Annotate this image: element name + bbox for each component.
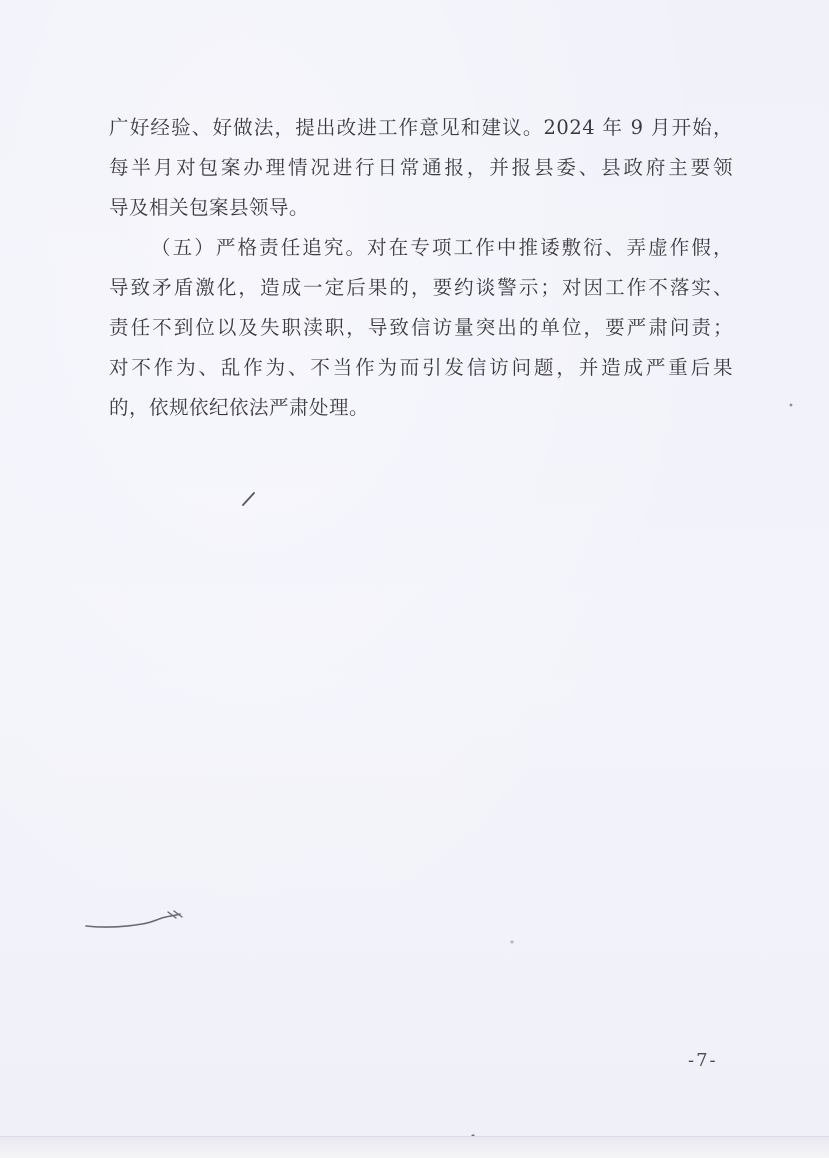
text-line-1: 广好经验、好做法，提出改进工作意见和建议。2024 年 9 月开始， (109, 116, 733, 139)
scribble-mark (84, 904, 194, 934)
section-5-heading-line: （五）严格责任追究。对在专项工作中推诿敷衍、弄虚作假， (151, 236, 733, 259)
scan-bottom-edge (0, 1136, 829, 1158)
text-line-2: 每半月对包案办理情况进行日常通报，并报县委、县政府主要领 (109, 156, 733, 179)
text-line-6: 责任不到位以及失职渎职，导致信访量突出的单位，要严肃问责； (109, 316, 733, 339)
faint-dot-mark-2 (509, 939, 515, 945)
faint-dot-mark (788, 402, 794, 408)
text-line-3: 导及相关包案县领导。 (109, 196, 310, 219)
pen-stroke-mark (240, 488, 260, 508)
body-text (109, 108, 733, 428)
text-line-8: 的，依规依纪依法严肃处理。 (109, 396, 370, 419)
page-number: -7- (688, 1050, 718, 1071)
text-line-5: 导致矛盾激化，造成一定后果的，要约谈警示；对因工作不落实、 (109, 276, 733, 299)
text-line-7: 对不作为、乱作为、不当作为而引发信访问题，并造成严重后果 (109, 356, 733, 379)
